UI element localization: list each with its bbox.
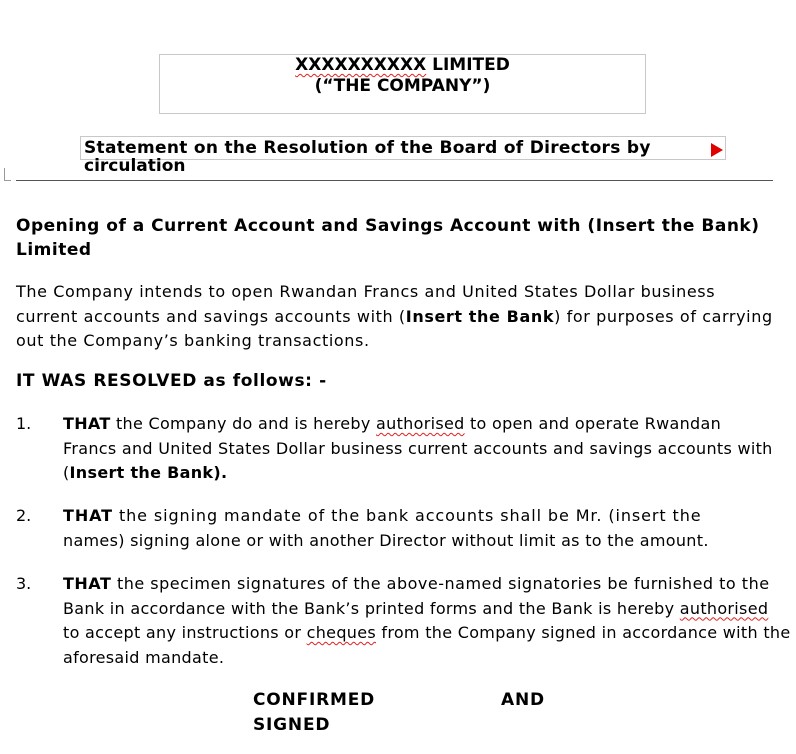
item-3-text-3c: from the Company signed in accordance with the bbox=[376, 623, 791, 642]
that-keyword: THAT bbox=[63, 506, 113, 525]
item-3-line-1 bbox=[63, 572, 793, 597]
that-keyword: THAT bbox=[63, 574, 112, 593]
item-1-text-a: the Company do and is hereby bbox=[110, 414, 377, 433]
confirmed-text: CONFIRMED bbox=[253, 690, 376, 710]
item-number: 2. bbox=[16, 506, 32, 525]
intro-line-2-text: current accounts and savings accounts with ( bbox=[16, 306, 406, 326]
resolved-heading: IT WAS RESOLVED as follows: - bbox=[16, 371, 327, 391]
company-name-placeholder: XXXXXXXXXX bbox=[295, 55, 427, 75]
intro-line-1: The Company intends to open Rwandan Francs and United States Dollar business bbox=[16, 282, 716, 301]
item-1-text-c: to open and operate Rwandan bbox=[464, 414, 722, 433]
item-1-paren: ( bbox=[63, 463, 70, 482]
spellcheck-word: cheques bbox=[306, 623, 376, 642]
item-body bbox=[63, 504, 793, 553]
item-1-line-2: Francs and United States Dollar business current accounts and savings accounts with bbox=[63, 438, 773, 458]
company-name-box[interactable] bbox=[159, 54, 646, 114]
statement-title: Statement on the Resolution of the Board of Directors by bbox=[84, 138, 651, 158]
item-1-line-3 bbox=[63, 461, 793, 486]
item-body bbox=[63, 572, 793, 670]
company-name-suffix: LIMITED bbox=[426, 55, 510, 75]
item-3-line-3 bbox=[63, 621, 793, 646]
heading-line-1: Opening of a Current Account and Savings Account with (Insert the Bank) bbox=[16, 216, 760, 236]
heading-line-2: Limited bbox=[16, 240, 92, 260]
item-2-line-2: names) signing alone or with another Director without limit as to the amount. bbox=[63, 530, 709, 550]
company-alias: (“THE COMPANY”) bbox=[314, 76, 491, 96]
item-3-text-2a: Bank in accordance with the Bank’s printed forms and the Bank is hereby bbox=[63, 598, 680, 618]
insert-bank-placeholder: Insert the Bank). bbox=[69, 463, 228, 482]
confirmed-signed-label bbox=[253, 688, 375, 738]
resolution-heading bbox=[16, 214, 776, 262]
company-name bbox=[160, 55, 645, 76]
item-number: 1. bbox=[16, 414, 32, 433]
insert-bank-placeholder: Insert the Bank bbox=[405, 306, 555, 326]
header-divider bbox=[16, 180, 773, 181]
statement-title-overflow: circulation bbox=[84, 156, 186, 176]
intro-line-2-end: ) for purposes of carrying bbox=[554, 306, 773, 326]
that-keyword: THAT bbox=[63, 414, 111, 433]
intro-paragraph bbox=[16, 280, 781, 354]
item-3-line-2 bbox=[63, 597, 793, 622]
intro-line-2 bbox=[16, 305, 781, 330]
margin-corner-mark bbox=[4, 168, 11, 181]
item-3-text-3a: to accept any instructions or bbox=[63, 623, 307, 642]
intro-line-3: out the Company’s banking transactions. bbox=[16, 331, 370, 350]
item-1-line-1 bbox=[63, 412, 793, 437]
item-2-line-1 bbox=[63, 504, 793, 529]
signed-text: SIGNED bbox=[253, 715, 331, 735]
spellcheck-word: authorised bbox=[679, 598, 769, 618]
spellcheck-word: authorised bbox=[376, 414, 465, 433]
item-2-text: the signing mandate of the bank accounts shall be Mr. (insert the bbox=[112, 506, 702, 525]
item-3-text: the specimen signatures of the above-named signatories be furnished to the bbox=[111, 574, 770, 593]
item-3-line-4: aforesaid mandate. bbox=[63, 647, 225, 667]
and-label: AND bbox=[501, 690, 545, 710]
text-overflow-arrow-icon[interactable] bbox=[711, 143, 723, 157]
item-body bbox=[63, 412, 793, 486]
item-number: 3. bbox=[16, 574, 32, 593]
statement-title-box[interactable] bbox=[80, 136, 726, 176]
